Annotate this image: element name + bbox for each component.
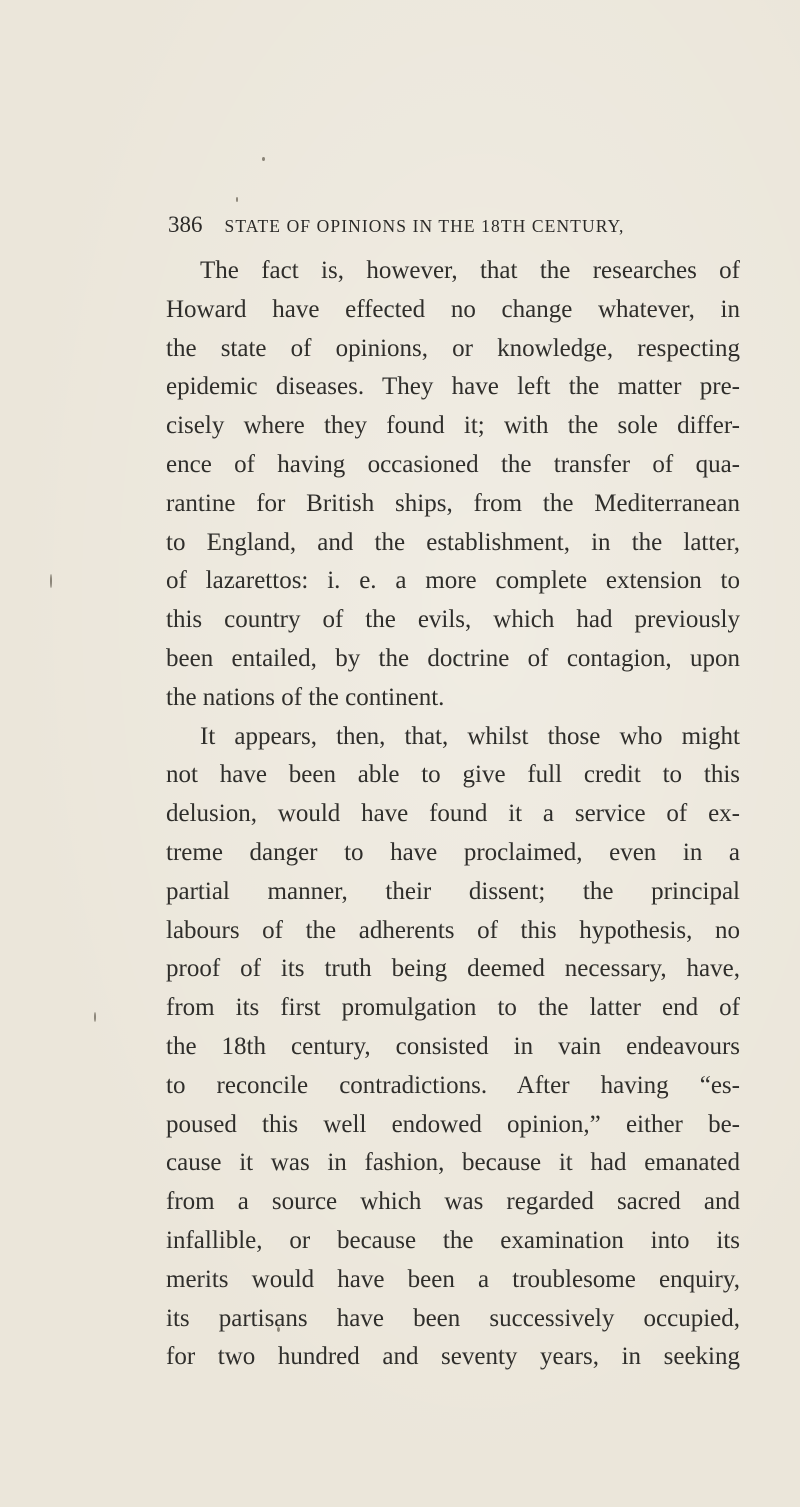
paper-speck: [236, 197, 238, 202]
text-line: infallible, or because the examination into its: [166, 1226, 740, 1254]
text-line: cisely where they found it; with the sole differ-: [166, 412, 740, 440]
text-line: the nations of the continent.: [166, 683, 445, 711]
paper-speck: [94, 1012, 96, 1022]
text-line: rantine for British ships, from the Mediterranean: [166, 489, 740, 517]
text-line: from its first promulgation to the latter end of: [166, 994, 740, 1022]
text-line: epidemic diseases. They have left the matter pre-: [166, 373, 740, 401]
text-line: for two hundred and seventy years, in seeking: [166, 1343, 740, 1371]
text-line: treme danger to have proclaimed, even in a: [166, 838, 740, 866]
paper-speck: [262, 157, 265, 161]
text-line: cause it was in fashion, because it had emanated: [166, 1149, 740, 1177]
body-text: [166, 252, 740, 1377]
text-line: the 18th century, consisted in vain endeavours: [166, 1032, 740, 1060]
text-line: delusion, would have found it a service of ex-: [166, 800, 740, 828]
paper-speck: [50, 574, 52, 588]
running-header: [168, 212, 728, 238]
text-line: the state of opinions, or knowledge, respecting: [166, 334, 740, 362]
text-line: poused this well endowed opinion,” either be-: [166, 1110, 740, 1138]
text-line: merits would have been a troublesome enquiry,: [166, 1265, 740, 1293]
text-line: The fact is, however, that the researches of: [200, 257, 740, 284]
text-line: not have been able to give full credit to this: [166, 761, 740, 789]
text-line: Howard have effected no change whatever, in: [166, 295, 740, 323]
text-line: partial manner, their dissent; the principal: [166, 877, 740, 905]
text-line: its partisans have been successively occupied,: [166, 1304, 740, 1332]
page-number: 386: [168, 212, 203, 237]
text-line: It appears, then, that, whilst those who might: [200, 722, 740, 750]
text-line: from a source which was regarded sacred and: [166, 1188, 740, 1216]
text-line: to reconcile contradictions. After having “es-: [166, 1071, 740, 1099]
text-line: to England, and the establishment, in the latter,: [166, 528, 740, 556]
text-line: been entailed, by the doctrine of contagion, upon: [166, 644, 740, 672]
running-head-title: STATE OF OPINIONS IN THE 18TH CENTURY,: [224, 216, 625, 236]
text-line: proof of its truth being deemed necessary, have,: [166, 955, 740, 983]
text-line: of lazarettos: i. e. a more complete extension to: [166, 567, 740, 595]
text-line: ence of having occasioned the transfer of qua-: [166, 450, 740, 478]
text-line: labours of the adherents of this hypothesis, no: [166, 916, 740, 944]
text-line: this country of the evils, which had previously: [166, 606, 740, 634]
